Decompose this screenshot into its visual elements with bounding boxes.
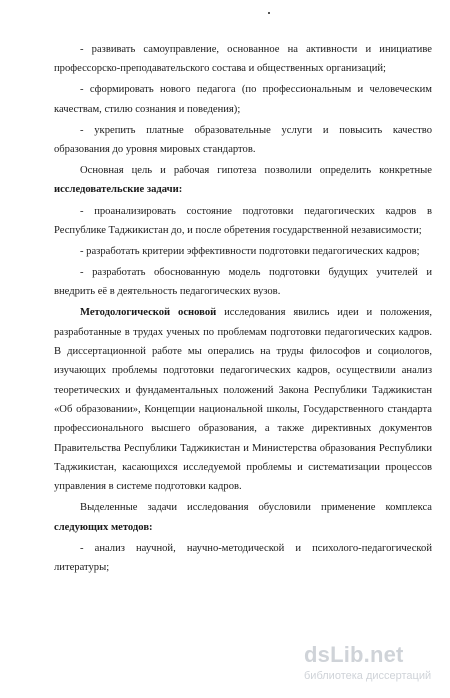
bold-term: Методологической основой bbox=[80, 307, 217, 319]
list-item: - разработать обоснованную модель подготовки будущих учителей и внедрить её в деятельность педагогических вузов. bbox=[54, 267, 432, 298]
bold-term: следующих методов: bbox=[54, 521, 153, 533]
page-mark bbox=[268, 12, 270, 14]
list-item: - развивать самоуправление, основанное на активности и инициативе профессорско-преподавательского состава и общественных организаций; bbox=[54, 44, 432, 75]
paragraph-text: исследования явились идеи и положения, разработанные в трудах ученых по проблемам подготовки педагогических кадров. В диссертационной работе мы оперались на труды философов и социологов, изучающих проблемы подготовки педагогических кадров, осуществили анализ теоретических и фундаментальных положений Закона Республики Таджикистан «Об образовании», Концепции национальной школы, Государственного стандарта профессионального высшего образования, а также директивных документов Правительства Республики Таджикистан и Министерства образования Республики Таджикистан, касающихся исследуемой проблемы и систематизации процессов управления в системе подготовки кадров. bbox=[54, 307, 432, 493]
list-item: - сформировать нового педагога (по профессиональным и человеческим качествам, стилю сознания и поведения); bbox=[54, 84, 432, 115]
watermark bbox=[304, 642, 436, 686]
paragraph bbox=[54, 498, 432, 537]
list-item: - укрепить платные образовательные услуги и повысить качество образования до уровня мировых стандартов. bbox=[54, 124, 432, 156]
list-item: - анализ научной, научно-методической и психолого-педагогической литературы; bbox=[54, 542, 432, 573]
watermark-caption: библиотека диссертаций bbox=[304, 670, 432, 682]
paragraph-text: Выделенные задачи исследования обусловили применение комплекса bbox=[80, 502, 432, 514]
paragraph bbox=[54, 161, 432, 200]
watermark-logo: dsLib.net bbox=[304, 642, 404, 667]
paragraph bbox=[54, 303, 432, 496]
paragraph-text: Основная цель и рабочая гипотеза позволили определить конкретные bbox=[80, 165, 432, 177]
list-item: - разработать критерии эффективности подготовки педагогических кадров; bbox=[80, 245, 420, 257]
bold-term: исследовательские задачи: bbox=[54, 184, 183, 196]
list-item: - проанализировать состояние подготовки педагогических кадров в Республике Таджикистан до, и после обретения государственной независимости; bbox=[54, 205, 432, 236]
document-page bbox=[54, 40, 432, 579]
